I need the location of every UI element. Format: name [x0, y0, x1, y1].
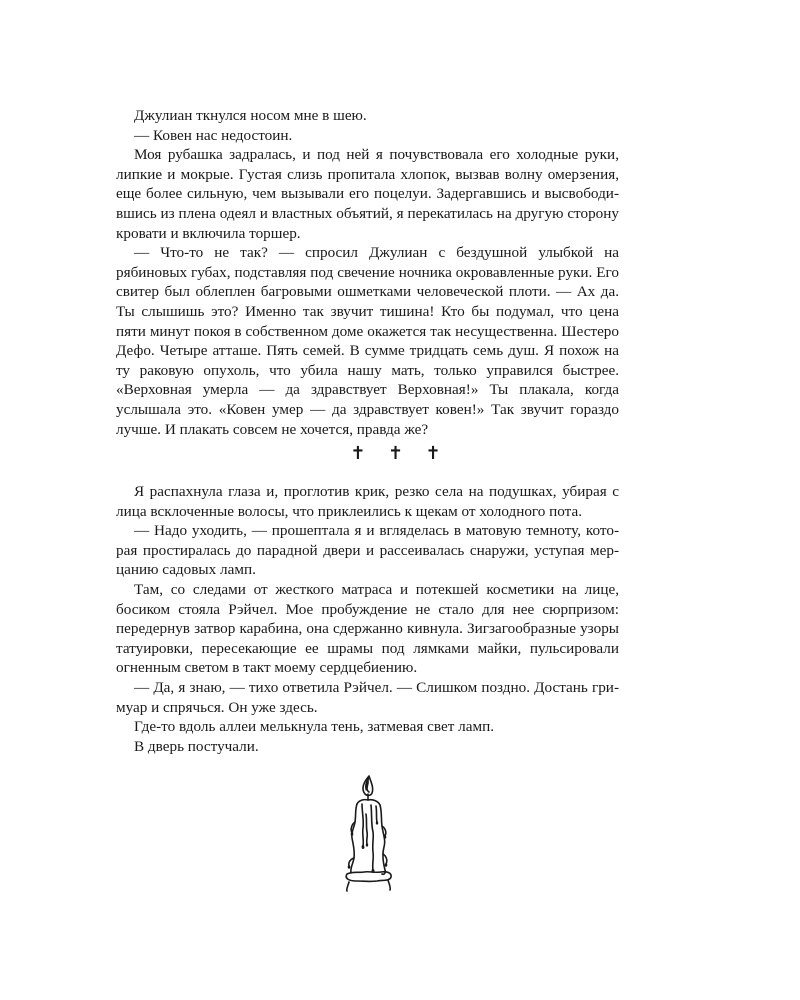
- paragraph: Где-то вдоль аллеи мелькнула тень, затмевая свет ламп.: [134, 718, 495, 736]
- candle-icon: [333, 774, 403, 894]
- paragraph: — Что-то не так? — спросил Джулиан с бездушной улыбкой на рябиновых губах, подставляя под свечение ночника окровавленные руки. Его свитер был облеплен багровыми ошметками человеческой плоти. — Ах да. Ты слышишь это? Именно так звучит тишина! Кто бы подумал, что цена пяти минут покоя в собственном доме окажется так несущественна. Шестеро Дефо. Четыре атташе. Пять семей. В сумме тридцать семь душ. Я похож на ту раковую опухоль, что убила нашу мать, только управился быстрее. «Верховная умерла — да здравствует Верховная!» Ты плакала, когда услышала это. «Ковен умер — да здравствует ковен!» Так звучит гораздо лучше. И плакать совсем не хочется, правда же?: [116, 244, 619, 438]
- text-block-top: [116, 106, 619, 439]
- paragraph: В дверь постучали.: [134, 737, 259, 755]
- text-block-bottom: [116, 482, 619, 756]
- paragraph: — Надо уходить, — прошептала я и вгляделась в матовую темноту, которая простиралась до парадной двери и рассеивалась снаружи, уступая мерцанию садовых ламп.: [116, 522, 619, 579]
- paragraph: Там, со следами от жесткого матраса и потекшей косметики на лице, босиком стояла Рэйчел. Мое пробуждение не стало для нее сюрпризом: передернув затвор карабина, она сдержанно кивнула. Зигзагообразные узоры татуировки, пересекающие ее шрамы под лямками майки, пульсировали огненным светом в такт моему сердцебиению.: [116, 580, 619, 677]
- paragraph: Моя рубашка задралась, и под ней я почувствовала его холодные руки, липкие и мокрые. Густая слизь пропитала хлопок, вызвав волну омерзения, еще более сильную, чем вызывали его поцелуи. Задергавшись и высвободившись из плена одеял и властных объятий, я перекатилась на другую сторону кровати и включила торшер.: [116, 146, 619, 242]
- paragraph: — Да, я знаю, — тихо ответила Рэйчел. — Слишком поздно. Достань гримуар и спрячься. Он уже здесь.: [116, 678, 619, 716]
- section-divider: ✝ ✝ ✝: [350, 443, 450, 463]
- paragraph: — Ковен нас недостоин.: [134, 126, 293, 144]
- paragraph: Джулиан ткнулся носом мне в шею.: [134, 107, 367, 124]
- paragraph: Я распахнула глаза и, проглотив крик, резко села на подушках, убирая с лица всклоченные волосы, что приклеились к щекам от холодного пота.: [116, 483, 619, 520]
